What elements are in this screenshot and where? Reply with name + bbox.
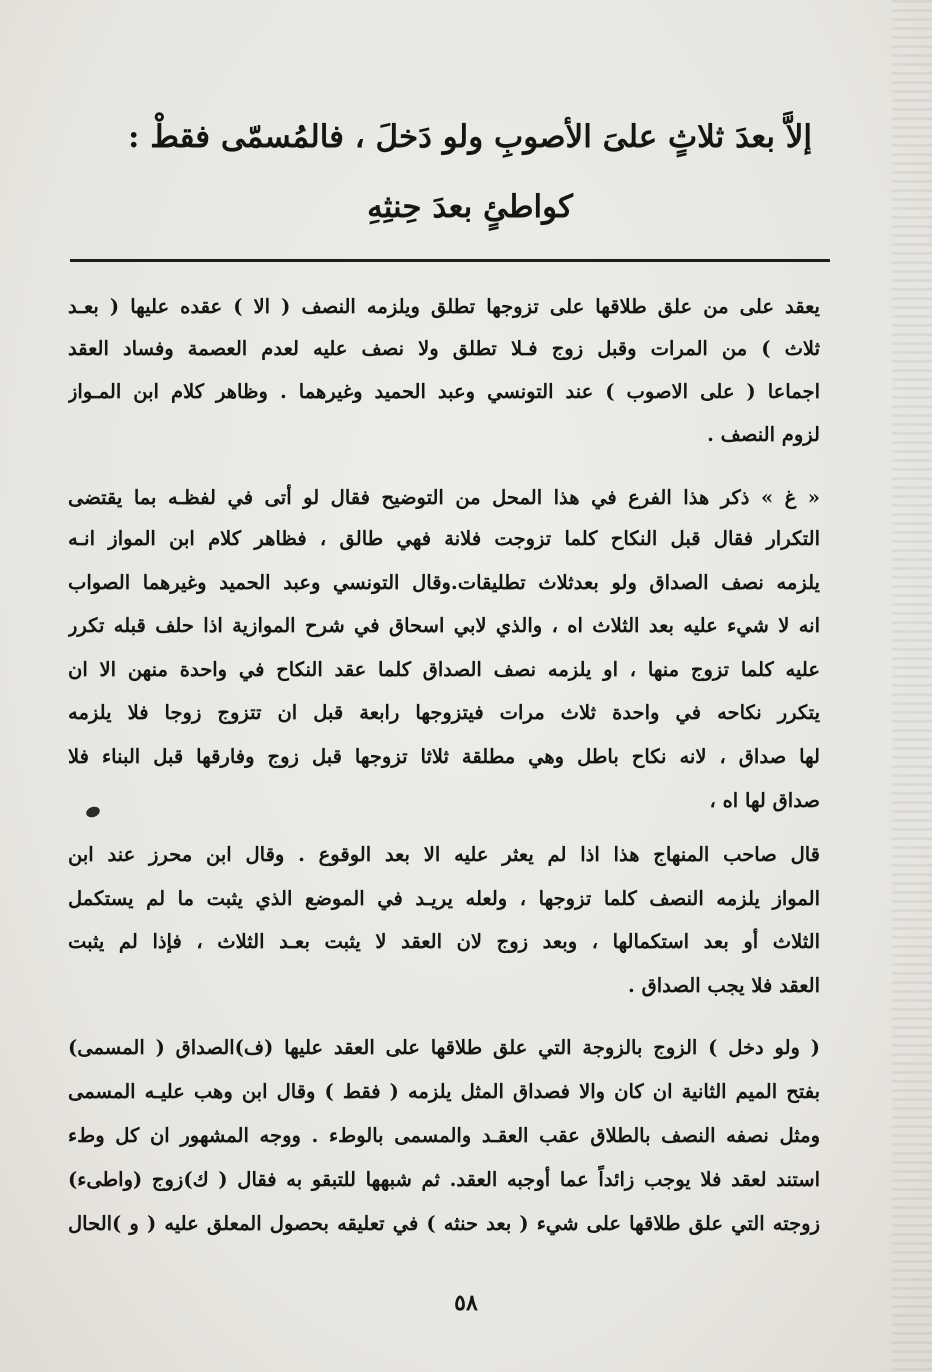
text-line: صداق لها اه ،	[709, 789, 820, 812]
text-line: استند لعقد فلا يوجب زائداً عما أوجبه العقد. ثم شبهها للتبقو به فقال ( ك)زوج (واطىء)	[68, 1168, 820, 1191]
text-line: زوجته التي علق طلاقها على شيء ( بعد حنثه ) في تعليقه بحصول المعلق عليه ( و )الحال	[68, 1212, 820, 1235]
scan-edge-noise	[892, 0, 932, 1372]
text-line: قال صاحب المنهاج هذا اذا لم يعثر عليه الا بعد الوقوع . وقال ابن محرز عند ابن	[68, 843, 820, 866]
text-line: ( ولو دخل ) الزوج بالزوجة التي علق طلاقها على العقد عليها (ف)الصداق ( المسمى)	[68, 1036, 820, 1059]
text-line: عليه كلما تزوج منها ، او يلزمه نصف الصداق كلما عقد النكاح في واحدة منهن الا ان	[68, 658, 820, 681]
text-line: المواز يلزمه النصف كلما تزوجها ، ولعله يريـد في الموضع الذي يثبت ما لم يستكمل	[68, 887, 820, 910]
text-line: التكرار فقال قبل النكاح كلما تزوجت فلانة فهي طالق ، فظاهر كلام ابن المواز انـه	[68, 527, 820, 550]
text-line: لزوم النصف .	[707, 423, 820, 446]
text-line: يتكرر نكاحه في واحدة ثلاث مرات فيتزوجها رابعة قبل ان تتزوج زوجا فلا يلزمه	[68, 701, 820, 724]
header-rule	[70, 259, 830, 262]
text-line: العقد فلا يجب الصداق .	[628, 974, 820, 997]
text-line: يلزمه نصف الصداق ولو بعدثلاث تطليقات.وقال التونسي وعبد الحميد وغيرهما الصواب	[68, 571, 820, 594]
text-line: ثلاث ) من المرات وقبل زوج فـلا تطلق ولا نصف عليه لعدم العصمة وفساد العقد	[68, 337, 820, 360]
verse-line-1: إلاَّ بعدَ ثلاثٍ علىَ الأصوبِ ولو دَخلَ ، فالمُسمّى فقطْ :	[127, 119, 813, 155]
page-number: ٥٨	[454, 1290, 478, 1316]
text-line: يعقد على من علق طلاقها على تزوجها تطلق ويلزمه النصف ( الا ) عقده عليها ( بعـد	[68, 295, 820, 318]
text-line: ومثل نصفه النصف بالطلاق عقب العقـد والمسمى بالوطء . ووجه المشهور ان كل وطء	[68, 1124, 820, 1147]
text-line: بفتح الميم الثانية ان كان والا فصداق المثل يلزمه ( فقط ) وقال ابن وهب عليـه المسمى	[68, 1080, 820, 1103]
text-line: انه لا شيء عليه بعد الثلاث اه ، والذي لابي اسحاق في شرح الموازية اذا حلف قبله تكرر	[68, 614, 820, 637]
text-line: « غ » ذكر هذا الفرع في هذا المحل من التوضيح فقال لو أتى في لفظـه بما يقتضى	[68, 486, 820, 509]
text-line: اجماعا ( على الاصوب ) عند التونسي وعبد الحميد وغيرهما . وظاهر كلام ابن المـواز	[68, 380, 820, 403]
text-line: لها صداق ، لانه نكاح باطل وهي مطلقة ثلاثا تزوجها قبل زوج وفارقها قبل البناء فلا	[68, 745, 820, 768]
verse-line-2: كواطئٍ بعدَ حِنثِهِ	[367, 189, 573, 225]
text-line: الثلاث أو بعد استكمالها ، وبعد زوج لان العقد لا يثبت بعـد الثلاث ، فإذا لم يثبت	[68, 930, 820, 953]
